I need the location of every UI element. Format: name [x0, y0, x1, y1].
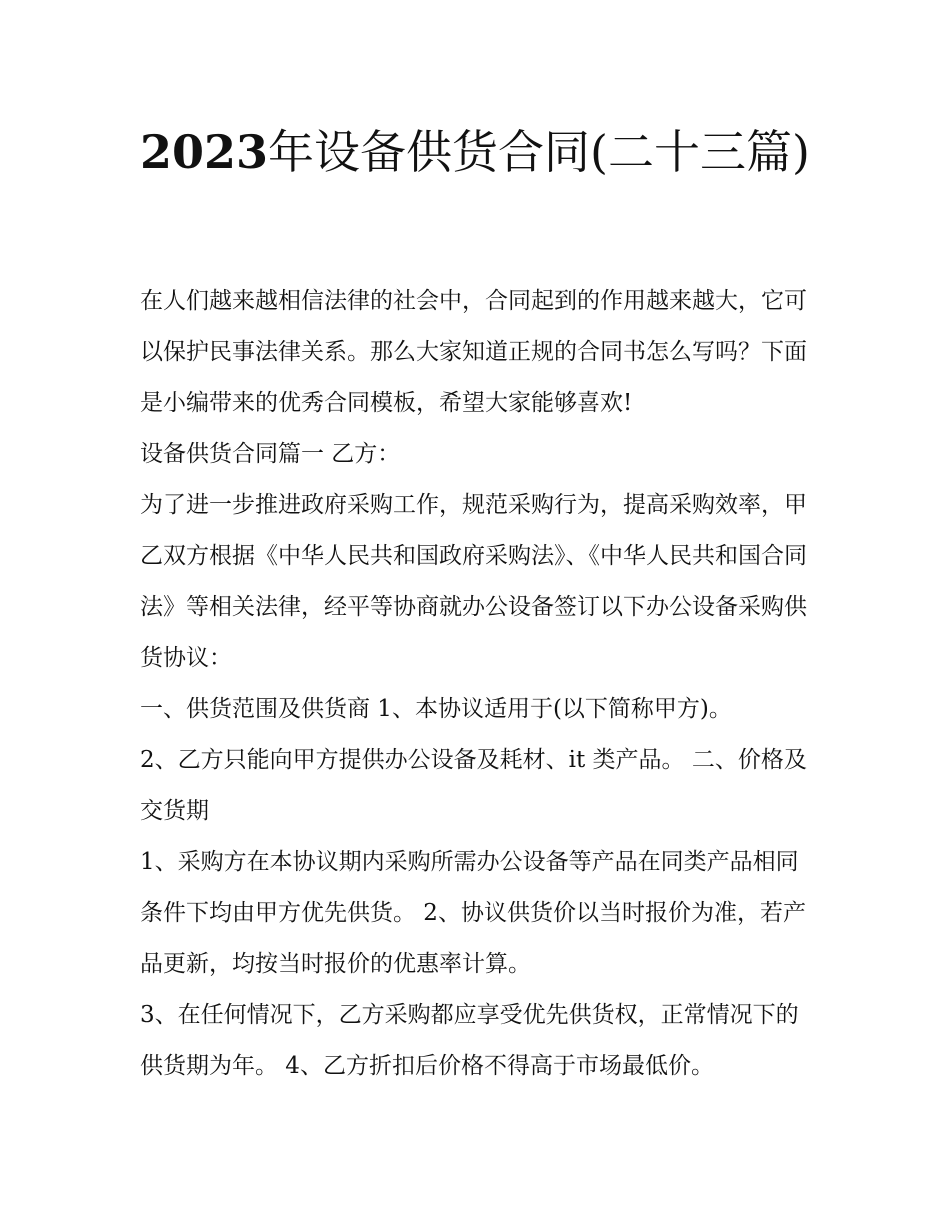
paragraph-clause-2: 2、乙方只能向甲方提供办公设备及耗材、it 类产品。 二、价格及交货期: [140, 747, 807, 824]
paragraph-intro: 在人们越来越相信法律的社会中，合同起到的作用越来越大，它可以保护民事法律关系。那么大家知道正规的合同书怎么写吗？下面是小编带来的优秀合同模板，希望大家能够喜欢!: [140, 288, 807, 416]
document-body: [140, 276, 820, 1092]
paragraph-price-3: 3、在任何情况下，乙方采购都应享受优先供货权，正常情况下的供货期为年。 4、乙方折扣后价格不得高于市场最低价。: [140, 1002, 799, 1079]
paragraph-section-heading: 设备供货合同篇一 乙方：: [140, 441, 401, 467]
document-title: [140, 112, 820, 192]
title-year: 2023: [140, 125, 269, 179]
paragraph-price-1: 1、采购方在本协议期内采购所需办公设备等产品在同类产品相同条件下均由甲方优先供货。 2、协议供货价以当时报价为准，若产品更新，均按当时报价的优惠率计算。: [140, 849, 806, 977]
title-text: 年设备供货合同(二十三篇): [268, 125, 810, 179]
paragraph-preamble: 为了进一步推进政府采购工作，规范采购行为，提高采购效率，甲乙双方根据《中华人民共和国政府采购法》、《中华人民共和国合同法》等相关法律，经平等协商就办公设备签订以下办公设备采购供货协议：: [140, 492, 807, 671]
paragraph-clause-1: 一、供货范围及供货商 1、本协议适用于(以下简称甲方)。: [140, 696, 732, 722]
